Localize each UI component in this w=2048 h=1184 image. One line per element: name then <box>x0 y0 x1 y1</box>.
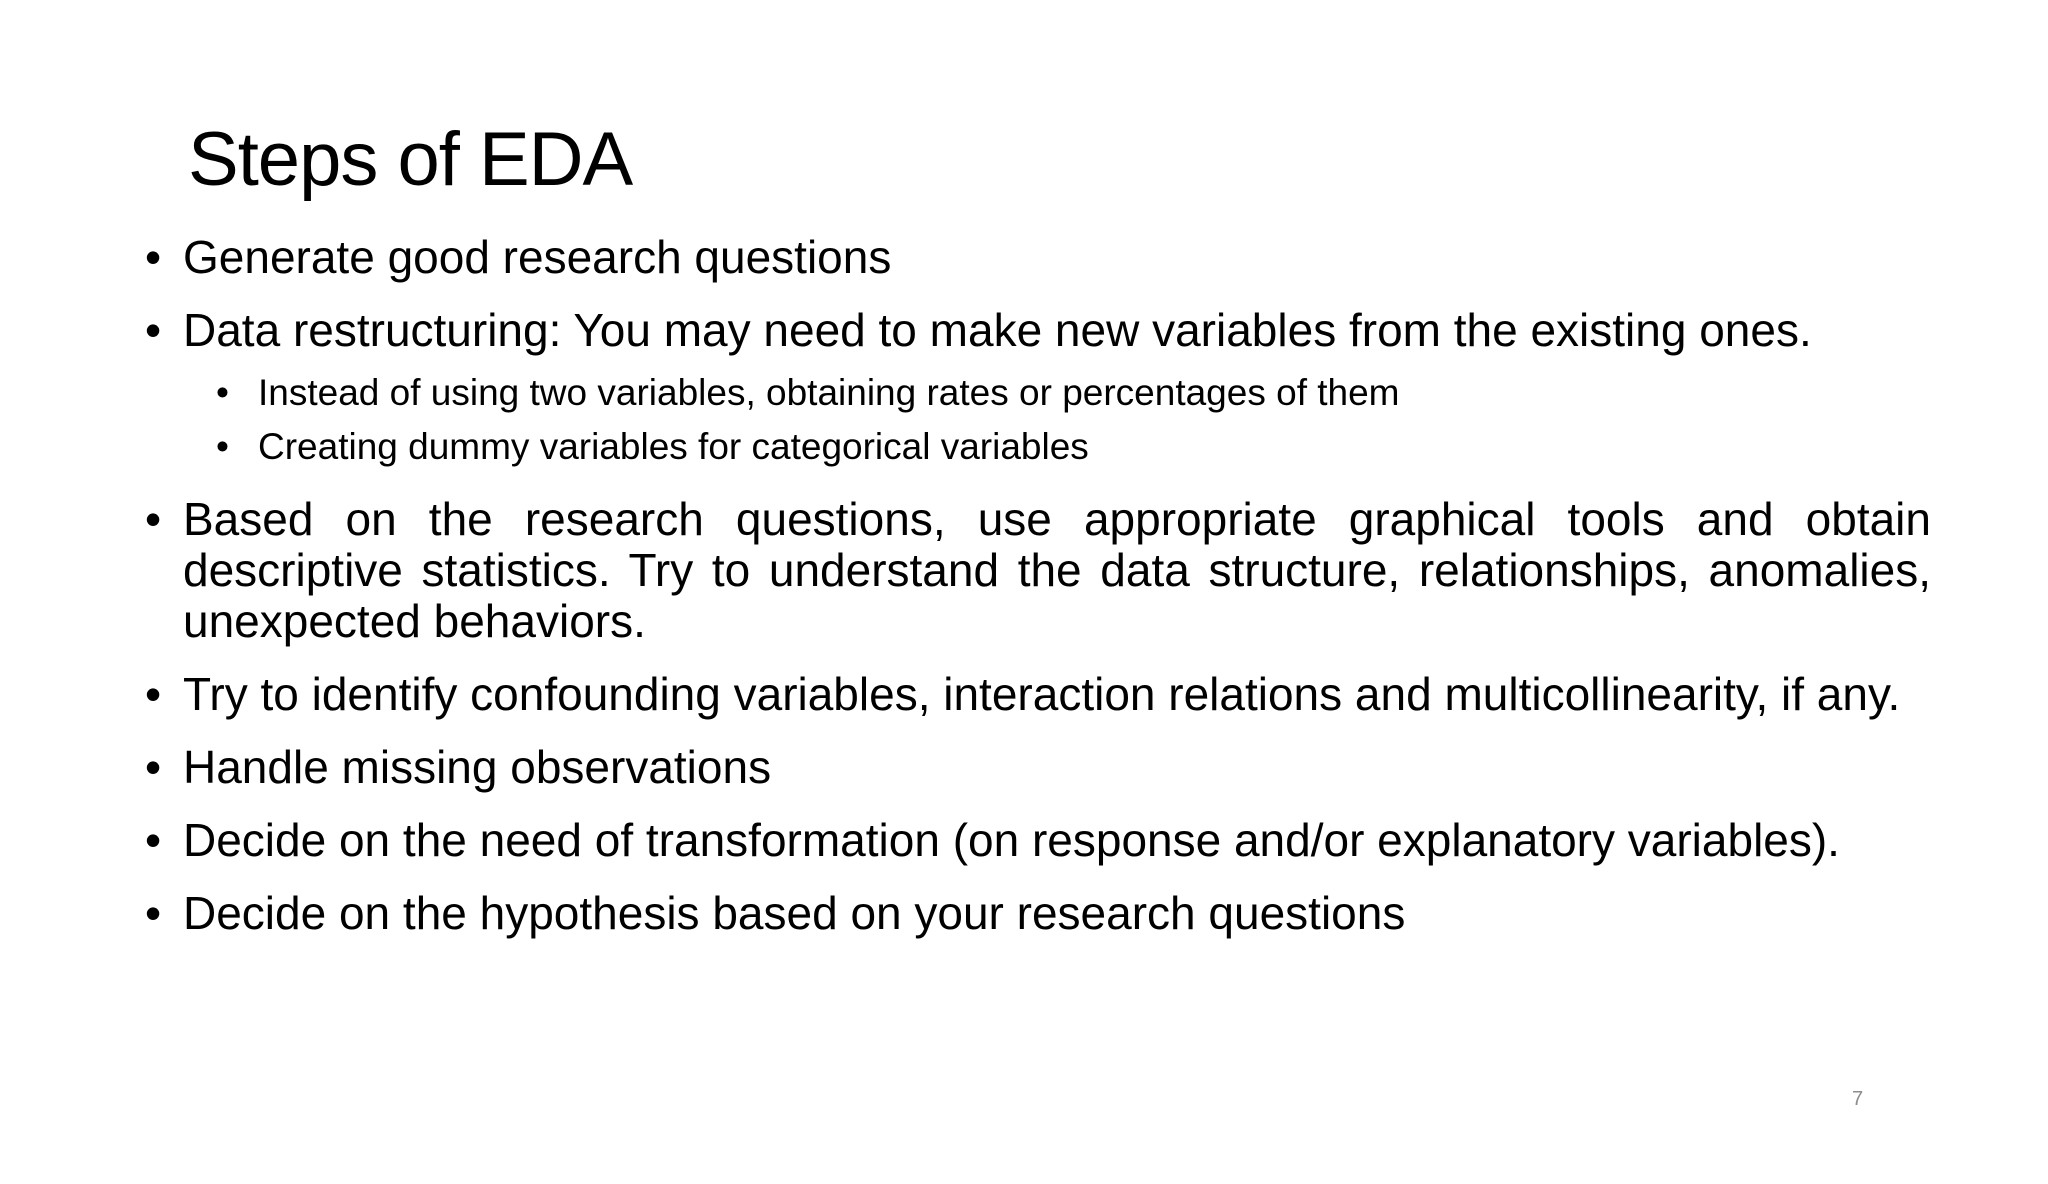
bullet-icon: • <box>145 493 162 545</box>
bullet-icon: • <box>145 814 162 866</box>
sub-bullet-icon: • <box>216 426 229 467</box>
bullet-text: Generate good research questions <box>183 231 892 283</box>
bullet-item-graphical-tools <box>145 494 1931 647</box>
bullet-icon: • <box>145 741 162 793</box>
slide-title: Steps of EDA <box>188 117 633 202</box>
bullet-text: Decide on the hypothesis based on your research questions <box>183 887 1406 939</box>
sub-bullet-item-dummy-variables <box>183 420 1931 474</box>
sub-bullet-item-rates-percentages <box>183 366 1931 420</box>
sub-bullet-icon: • <box>216 372 229 413</box>
bullet-item-missing-observations <box>145 742 1931 793</box>
bullet-item-data-restructuring <box>145 305 1931 474</box>
bullet-icon: • <box>145 231 162 283</box>
bullet-text: Data restructuring: You may need to make new variables from the existing ones. <box>183 304 1812 356</box>
bullet-item-hypothesis <box>145 888 1931 939</box>
sub-bullet-text: Creating dummy variables for categorical variables <box>258 426 1089 467</box>
bullet-icon: • <box>145 668 162 720</box>
bullet-item-transformation <box>145 815 1931 866</box>
bullet-text: Based on the research questions, use appropriate graphical tools and obtain descriptive statistics. Try to understand the data structure, relationships, anomalies, unexpected behaviors. <box>183 493 1931 647</box>
bullet-text: Try to identify confounding variables, interaction relations and multicollinearity, if any. <box>183 668 1901 720</box>
bullet-icon: • <box>145 887 162 939</box>
sub-bullet-text: Instead of using two variables, obtaining rates or percentages of them <box>258 372 1400 413</box>
bullet-list <box>145 232 1931 961</box>
bullet-icon: • <box>145 304 162 356</box>
bullet-item-research-questions <box>145 232 1931 283</box>
bullet-text: Handle missing observations <box>183 741 772 793</box>
bullet-item-confounding-variables <box>145 669 1931 720</box>
page-number: 7 <box>1852 1088 1864 1110</box>
sub-bullet-list <box>183 366 1931 474</box>
bullet-text: Decide on the need of transformation (on response and/or explanatory variables). <box>183 814 1840 866</box>
